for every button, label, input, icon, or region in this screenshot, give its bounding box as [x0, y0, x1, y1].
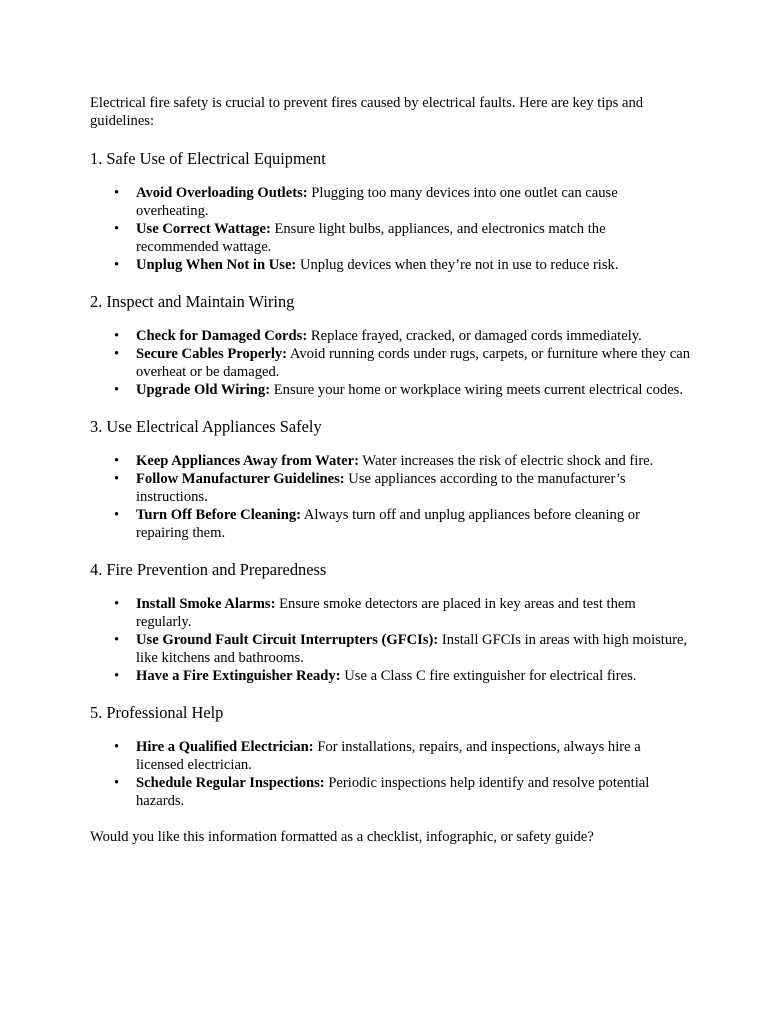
bullet-icon: • [114, 185, 120, 201]
item-term: Schedule Regular Inspections: [136, 775, 325, 791]
bullet-icon: • [114, 471, 120, 487]
section-list [90, 452, 690, 542]
list-item [114, 452, 690, 470]
list-item [114, 595, 690, 631]
section-heading: 4. Fire Prevention and Preparedness [90, 560, 327, 579]
item-description: Always turn off and unplug appliances before cleaning or repairing them. [136, 507, 640, 541]
item-term: Upgrade Old Wiring: [136, 382, 271, 398]
list-item [114, 345, 691, 381]
item-description: Ensure smoke detectors are placed in key areas and test them regularly. [136, 596, 636, 630]
sections-container [90, 148, 690, 810]
bullet-icon: • [114, 328, 120, 344]
item-term: Have a Fire Extinguisher Ready: [136, 668, 341, 684]
section-list [90, 184, 690, 274]
item-description: Plugging too many devices into one outlet can cause overheating. [136, 185, 618, 219]
list-item [114, 327, 690, 345]
list-item [114, 631, 690, 667]
item-description: Periodic inspections help identify and resolve potential hazards. [136, 775, 650, 809]
section-heading: 3. Use Electrical Appliances Safely [90, 417, 322, 436]
item-term: Install Smoke Alarms: [136, 596, 276, 612]
intro-paragraph: Electrical fire safety is crucial to prevent fires caused by electrical faults. Here are key tips and guidelines: [90, 95, 644, 129]
list-item [114, 470, 690, 506]
item-term: Turn Off Before Cleaning: [136, 507, 301, 523]
section-heading: 1. Safe Use of Electrical Equipment [90, 149, 326, 168]
section-list [90, 327, 690, 399]
section-heading: 5. Professional Help [90, 703, 224, 722]
item-description: Ensure light bulbs, appliances, and electronics match the recommended wattage. [136, 221, 606, 255]
bullet-icon: • [114, 775, 120, 791]
item-description: Use appliances according to the manufacturer’s instructions. [136, 471, 626, 505]
item-term: Keep Appliances Away from Water: [136, 453, 359, 469]
list-item [114, 184, 690, 220]
item-term: Unplug When Not in Use: [136, 257, 297, 273]
list-item [114, 506, 690, 542]
item-term: Check for Damaged Cords: [136, 328, 308, 344]
item-description: Water increases the risk of electric shock and fire. [358, 453, 654, 469]
closing-paragraph: Would you like this information formatted as a checklist, infographic, or safety guide? [90, 829, 594, 845]
item-term: Use Correct Wattage: [136, 221, 271, 237]
bullet-icon: • [114, 739, 120, 755]
list-item [114, 381, 690, 399]
item-description: Ensure your home or workplace wiring meets current electrical codes. [270, 382, 683, 398]
list-item [114, 738, 690, 774]
bullet-icon: • [114, 668, 120, 684]
item-term: Follow Manufacturer Guidelines: [136, 471, 345, 487]
item-term: Use Ground Fault Circuit Interrupters (GFCIs): [136, 632, 439, 648]
bullet-icon: • [114, 257, 120, 273]
list-item [114, 774, 690, 810]
bullet-icon: • [114, 453, 120, 469]
item-description: Replace frayed, cracked, or damaged cords immediately. [307, 328, 642, 344]
item-term: Hire a Qualified Electrician: [136, 739, 314, 755]
bullet-icon: • [114, 221, 120, 237]
item-term: Avoid Overloading Outlets: [136, 185, 308, 201]
bullet-icon: • [114, 507, 120, 523]
bullet-icon: • [114, 596, 120, 612]
document-body [90, 94, 690, 846]
section-list [90, 738, 690, 810]
item-description: Unplug devices when they’re not in use to reduce risk. [296, 257, 619, 273]
section-heading: 2. Inspect and Maintain Wiring [90, 292, 295, 311]
bullet-icon: • [114, 632, 120, 648]
bullet-icon: • [114, 382, 120, 398]
item-description: Use a Class C fire extinguisher for electrical fires. [340, 668, 637, 684]
section-list [90, 595, 690, 685]
item-description: Install GFCIs in areas with high moisture, like kitchens and bathrooms. [136, 632, 688, 666]
list-item [114, 667, 690, 685]
bullet-icon: • [114, 346, 120, 362]
item-term: Secure Cables Properly: [136, 346, 288, 362]
item-description: For installations, repairs, and inspections, always hire a licensed electrician. [136, 739, 641, 773]
list-item [114, 256, 690, 274]
list-item [114, 220, 690, 256]
item-description: Avoid running cords under rugs, carpets, or furniture where they can overheat or be damaged. [136, 346, 691, 380]
